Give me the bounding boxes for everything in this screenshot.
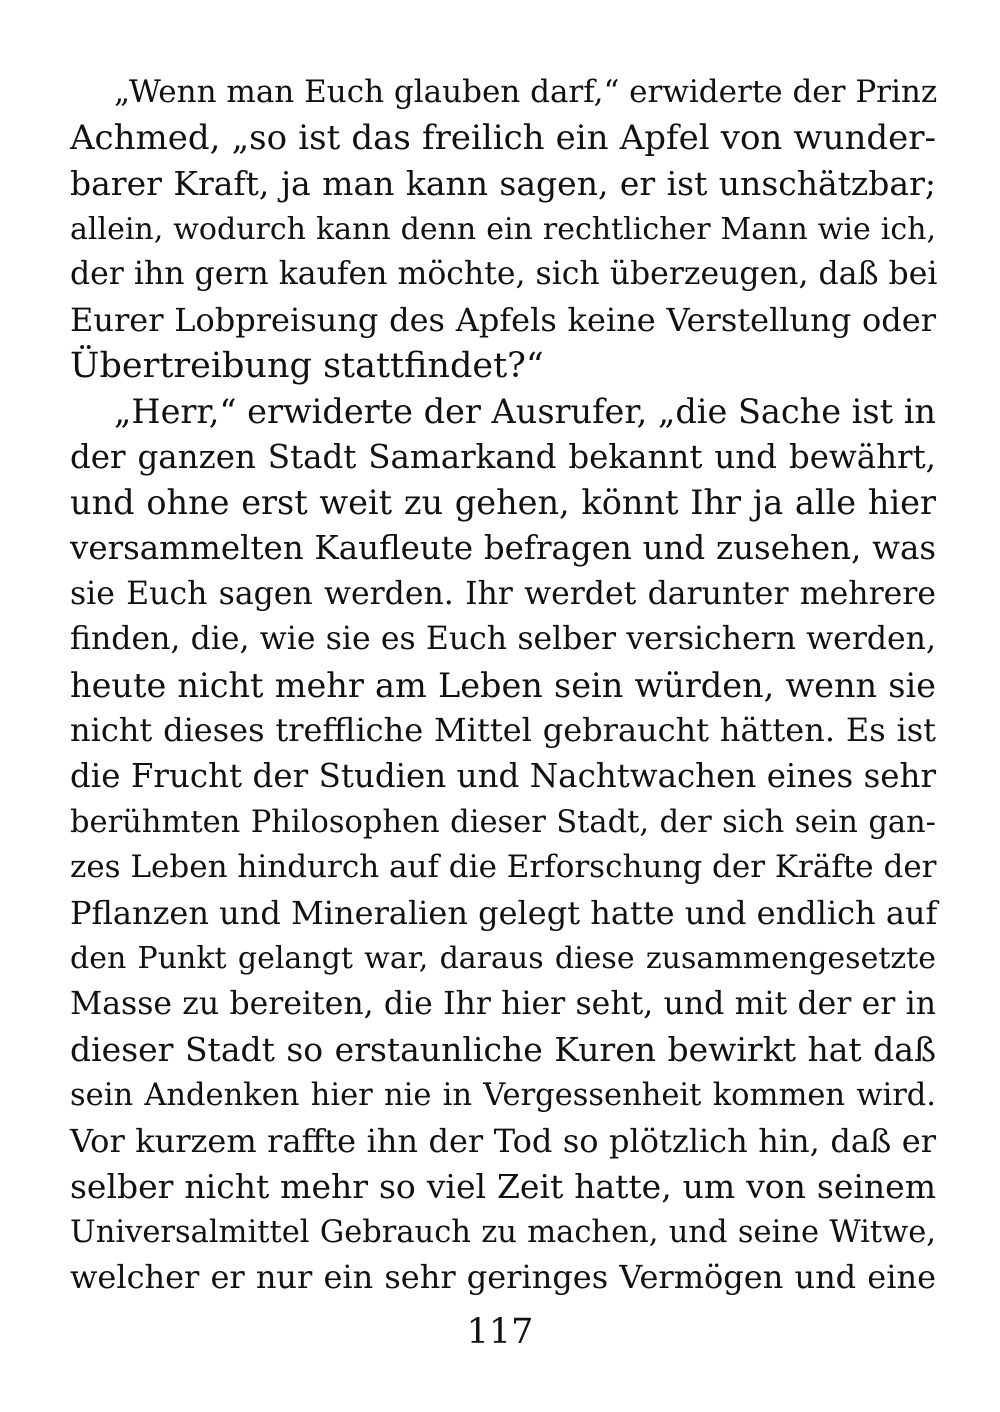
text-line: Universalmittel Gebrauch zu machen, und seine Witwe, xyxy=(70,1214,936,1250)
text-line: den Punkt gelangt war, daraus diese zusammengesetzte xyxy=(70,941,936,977)
text-line: berühmten Philosophen dieser Stadt, der sich sein gan- xyxy=(70,804,936,840)
text-line: Pflanzen und Mineralien gelegt hatte und endlich auf xyxy=(70,893,938,932)
text-line: versammelten Kaufleute befragen und zusehen, was xyxy=(70,528,936,567)
body-text xyxy=(70,70,936,1301)
text-line: Übertreibung stattfindet?“ xyxy=(70,345,544,386)
text-line: Achmed, „so ist das freilich ein Apfel von wunder- xyxy=(70,117,936,158)
text-line: dieser Stadt so erstaunliche Kuren bewirkt hat daß xyxy=(70,1030,936,1070)
text-line: nicht dieses treffliche Mittel gebraucht hätten. Es ist xyxy=(70,711,936,750)
text-line: Masse zu bereiten, die Ihr hier seht, und mit der er in xyxy=(70,985,936,1022)
text-line: „Wenn man Euch glauben darf,“ erwiderte der Prinz xyxy=(114,74,938,110)
text-line: sein Andenken hier nie in Vergessenheit kommen wird. xyxy=(70,1078,936,1114)
text-line: barer Kraft, ja man kann sagen, er ist unschätzbar; xyxy=(70,164,936,204)
text-line: zes Leben hindurch auf die Erforschung der Kräfte der xyxy=(70,849,937,886)
text-line: der ihn gern kaufen möchte, sich überzeugen, daß bei xyxy=(70,256,938,293)
text-line: heute nicht mehr am Leben sein würden, wenn sie xyxy=(70,665,936,705)
page-number: 117 xyxy=(466,1312,534,1352)
text-line: „Herr,“ erwiderte der Ausrufer, „die Sache ist in xyxy=(114,392,936,432)
text-line: allein, wodurch kann denn ein rechtlicher Mann wie ich, xyxy=(70,211,936,247)
text-line: Vor kurzem raffte ihn der Tod so plötzlich hin, daß er xyxy=(70,1121,936,1160)
text-line: Eurer Lobpreisung des Apfels keine Verstellung oder xyxy=(70,300,936,339)
text-line: welcher er nur ein sehr geringes Vermögen und eine xyxy=(70,1258,936,1297)
text-line: selber nicht mehr so viel Zeit hatte, um von seinem xyxy=(70,1167,936,1207)
text-line: und ohne erst weit zu gehen, könnt Ihr ja alle hier xyxy=(70,483,936,523)
text-line: finden, die, wie sie es Euch selber versichern werden, xyxy=(70,621,936,658)
text-line: der ganzen Stadt Samarkand bekannt und bewährt, xyxy=(70,437,936,476)
text-line: die Frucht der Studien und Nachtwachen eines sehr xyxy=(70,756,936,795)
text-line: sie Euch sagen werden. Ihr werdet darunter mehrere xyxy=(70,575,936,612)
